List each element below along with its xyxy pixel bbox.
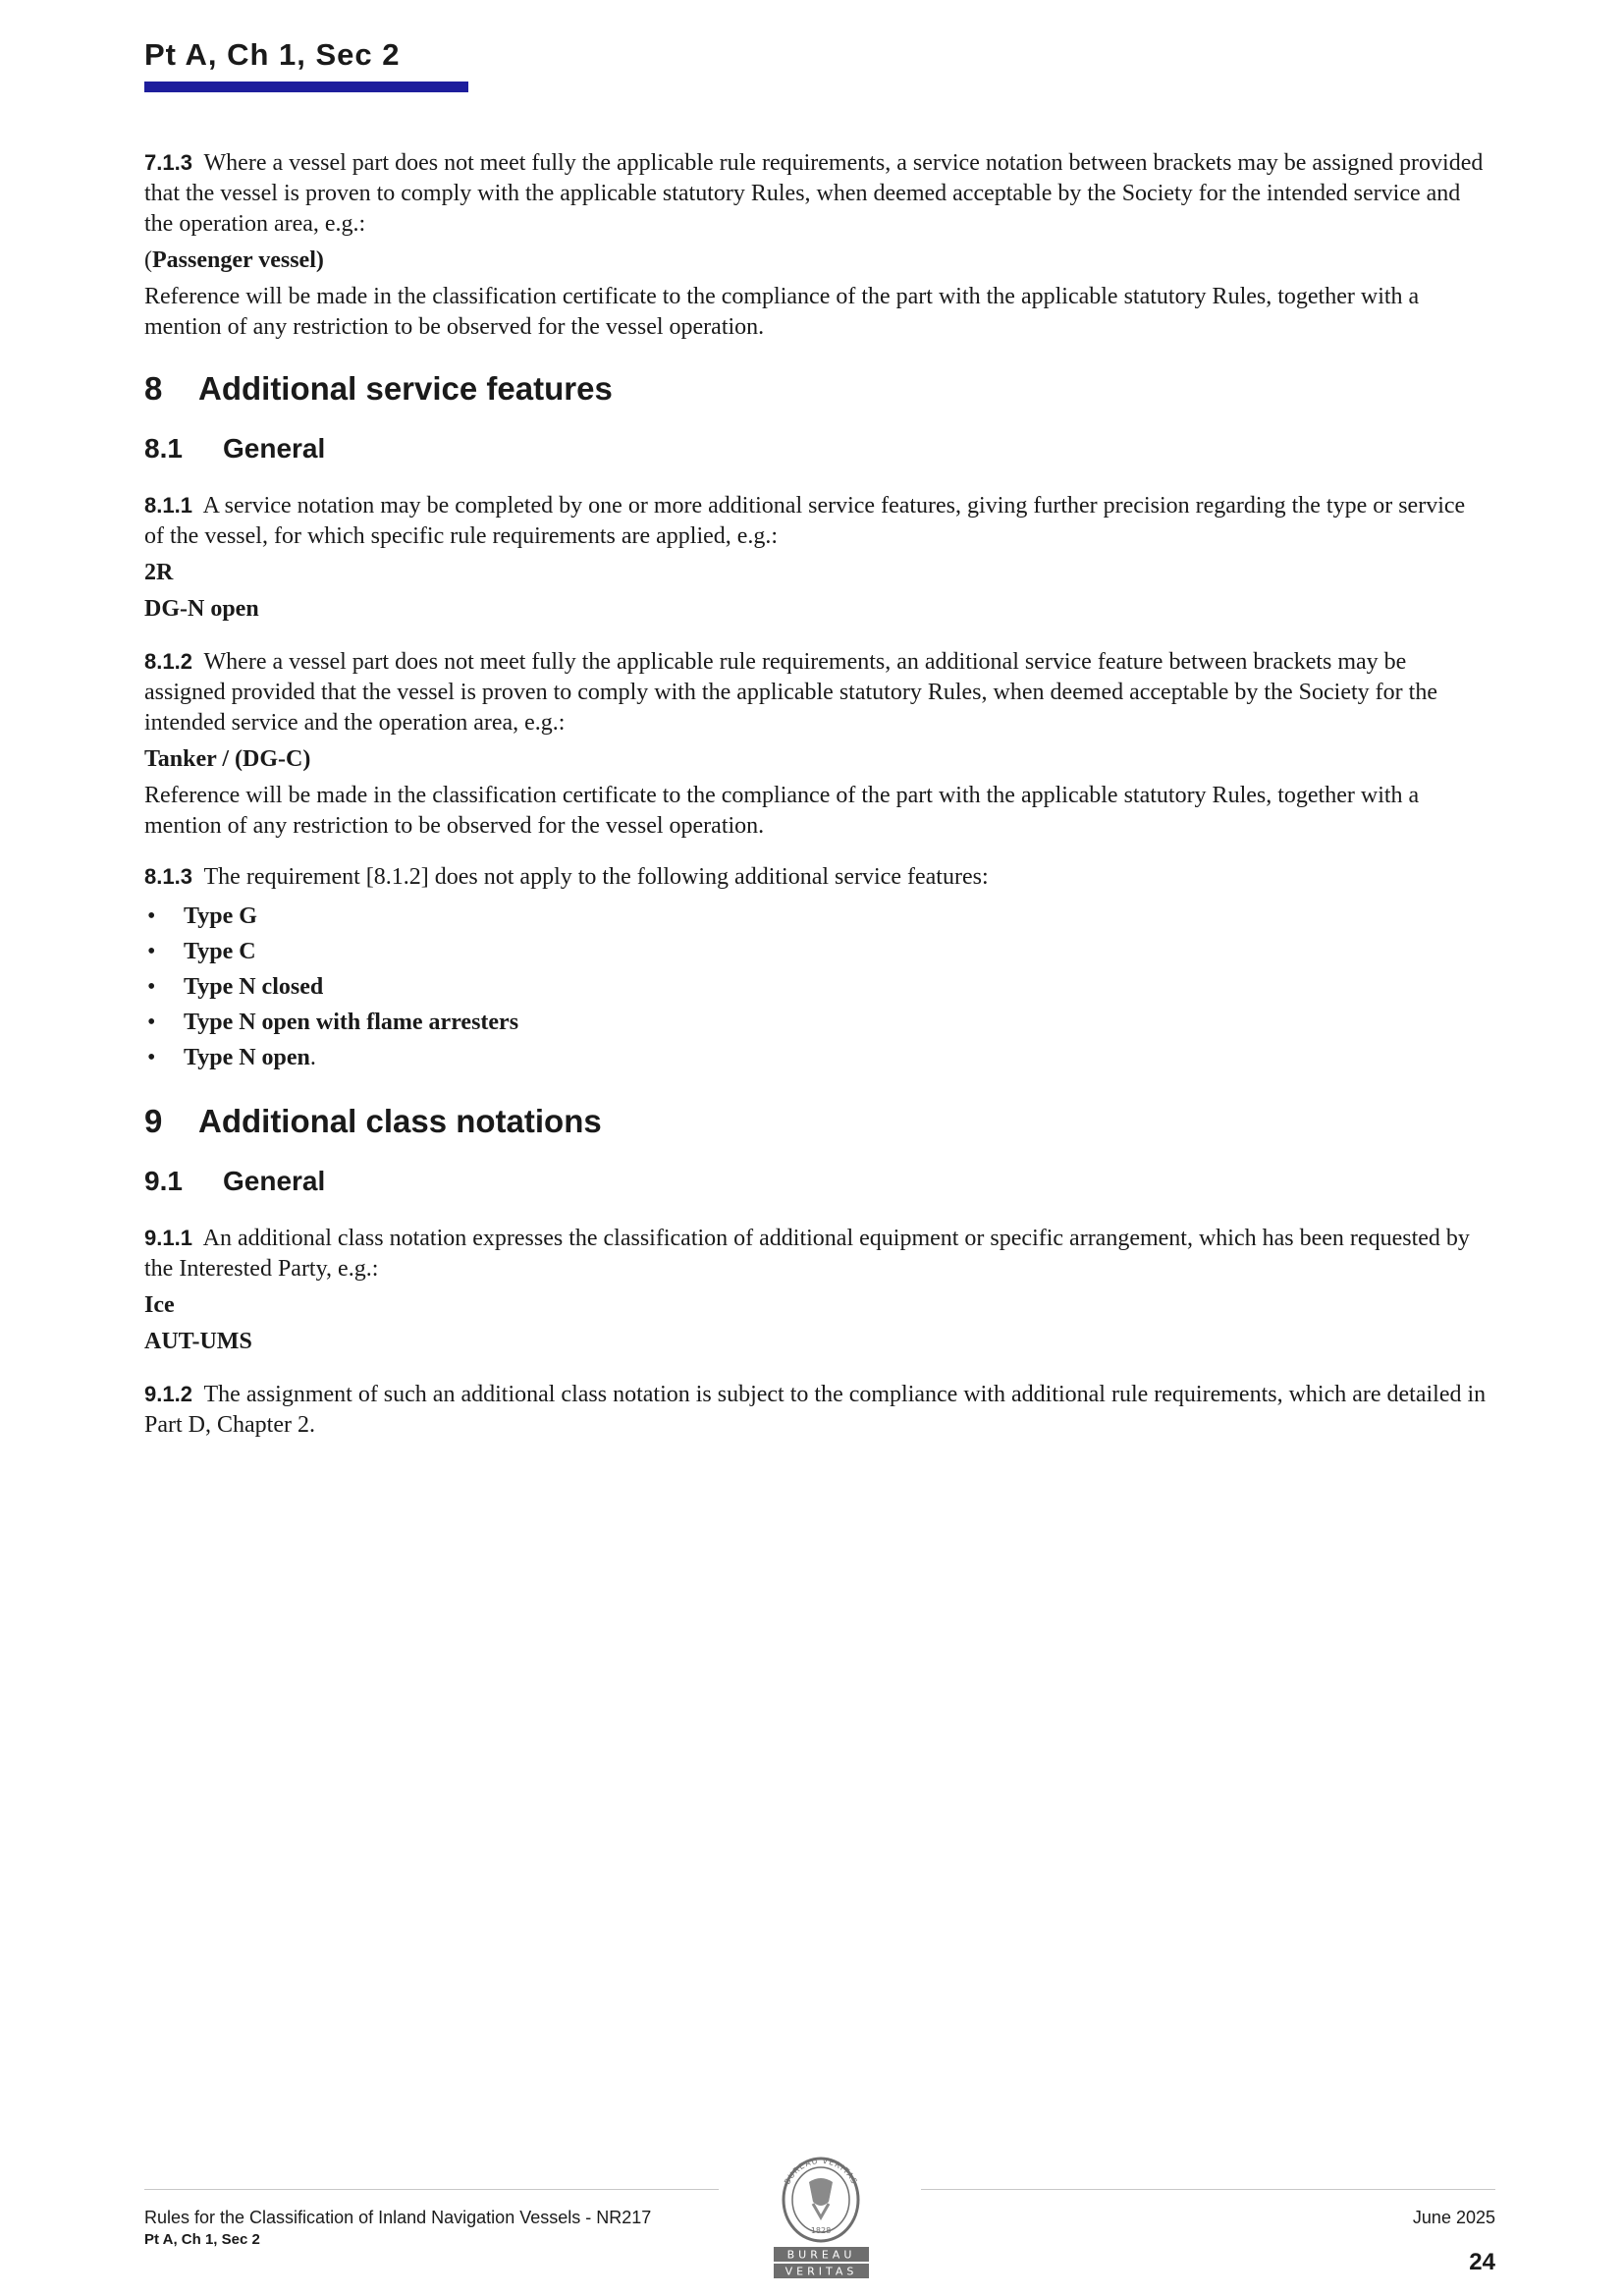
paragraph-text: The requirement [8.1.2] does not apply to the following additional service features: [203,864,989,890]
footer-date: June 2025 [1412,2208,1495,2227]
bullet-icon: • [147,1010,156,1035]
bullet-icon: • [147,903,156,929]
section-heading-8 [144,370,1489,408]
section-heading-9 [144,1103,1489,1140]
paragraph-number: 7.1.3 [144,150,192,175]
paragraph-number: 9.1.2 [144,1382,192,1406]
footer-rule-left [144,2189,719,2190]
subsection-heading-8-1 [144,433,1489,465]
reference-text: Reference will be made in the classification certificate to the compliance of the part with the applicable statutory Rules, together with a mention of any restriction to be observed for the vessel operation. [144,783,1420,839]
paragraph-9-1-1 [144,1223,1489,1285]
paragraph-text: Where a vessel part does not meet fully the applicable rule requirements, an additional service feature between brackets may be assigned provided that the vessel is proven to comply with the applicable statutory Rules, when deemed acceptable by the Society for the intended service and the operation area, e.g.: [144,649,1437,736]
paragraph-number: 9.1.1 [144,1226,192,1250]
list-item: • Type N open. [144,1040,1489,1075]
paragraph-7-1-3 [144,147,1489,240]
list-item: • Type N closed [144,969,1489,1005]
paragraph-text: A service notation may be completed by one or more additional service features, giving further precision regarding the type or service of the vessel, for which specific rule requirements are applied, e.g.: [144,493,1466,549]
svg-text:BUREAU: BUREAU [786,2248,856,2262]
notation-text: Passenger vessel) [152,247,324,273]
paragraph-number: 8.1.3 [144,864,192,889]
svg-text:1828: 1828 [810,2226,832,2235]
paragraph-text: The assignment of such an additional class notation is subject to the compliance with additional rule requirements, which are detailed in Part D, Chapter 2. [144,1382,1487,1438]
subsection-title: General [223,1166,326,1196]
section-number: 8 [144,370,163,407]
section-title: Additional service features [198,370,613,407]
svg-text:VERITAS: VERITAS [784,2265,858,2278]
page-body [144,147,1489,1447]
list-item: • Type G [144,899,1489,934]
page-number: 24 [1469,2249,1495,2275]
footer-rule-right [921,2189,1495,2190]
notation-example: Tanker / (DG-C) [144,746,311,772]
bullet-icon: • [147,1045,156,1070]
list-item: • Type N open with flame arresters [144,1005,1489,1040]
section-number: 9 [144,1103,163,1139]
paragraph-8-1-3 [144,861,1489,893]
service-feature-list [144,899,1489,1075]
bullet-icon: • [147,939,156,964]
section-title: Additional class notations [198,1103,602,1139]
paragraph-9-1-2 [144,1379,1489,1441]
bureau-veritas-logo-icon [770,2153,873,2280]
subsection-number: 8.1 [144,433,183,464]
notation-example: AUT-UMS [144,1329,252,1354]
footer-section: Pt A, Ch 1, Sec 2 [144,2231,260,2248]
list-item: • Type C [144,934,1489,969]
paragraph-8-1-2 [144,646,1489,738]
notation-example [144,246,1489,276]
footer-document-title: Rules for the Classification of Inland Navigation Vessels - NR217 [144,2208,652,2227]
paragraph-8-1-1 [144,490,1489,552]
paragraph-text: An additional class notation expresses the classification of additional equipment or specific arrangement, which has been requested by the Interested Party, e.g.: [144,1226,1470,1282]
running-header-title: Pt A, Ch 1, Sec 2 [144,37,401,72]
paragraph-text: Where a vessel part does not meet fully the applicable rule requirements, a service notation between brackets may be assigned provided that the vessel is proven to comply with the applicable statutory Rules, when deemed acceptable by the Society for the intended service and the operation area, e.g.: [144,150,1484,237]
svg-text:BUREAU VERITAS: BUREAU VERITAS [783,2156,859,2186]
notation-example: DG-N open [144,596,259,622]
notation-bracket: ( [144,247,152,273]
header-accent-bar [144,82,468,92]
subsection-title: General [223,433,326,464]
bullet-icon: • [147,974,156,1000]
paragraph-number: 8.1.1 [144,493,192,518]
subsection-number: 9.1 [144,1166,183,1196]
subsection-heading-9-1 [144,1166,1489,1197]
paragraph-number: 8.1.2 [144,649,192,674]
notation-example: 2R [144,560,174,585]
notation-example: Ice [144,1292,175,1318]
reference-text: Reference will be made in the classification certificate to the compliance of the part with the applicable statutory Rules, together with a mention of any restriction to be observed for the vessel operation. [144,284,1420,340]
